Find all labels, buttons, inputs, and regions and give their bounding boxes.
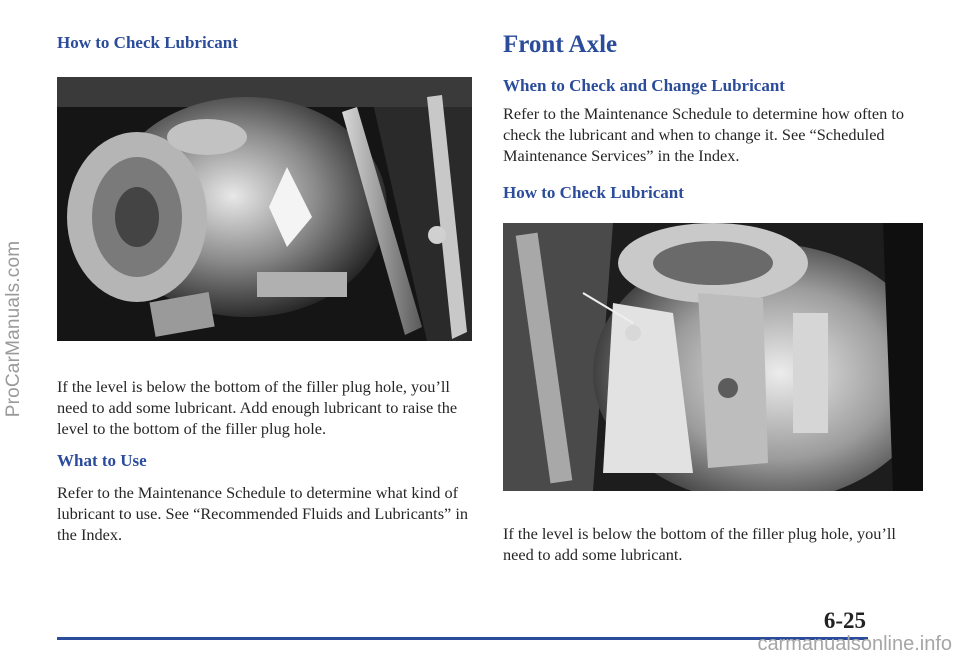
footer-rule-line	[57, 637, 868, 640]
differential-photo-image	[57, 77, 472, 341]
when-to-check-heading: When to Check and Change Lubricant	[503, 76, 785, 95]
right-how-to-check-heading: How to Check Lubricant	[503, 183, 684, 202]
left-section-heading: How to Check Lubricant	[57, 33, 238, 52]
left-paragraph-filler-plug: If the level is below the bottom of the filler plug hole, you’ll need to add some lubricant. Add enough lubricant to raise the level to the bottom of the filler plug hole.	[57, 377, 458, 438]
what-to-use-heading: What to Use	[57, 451, 147, 470]
front-axle-photo-image	[503, 223, 923, 491]
front-axle-title: Front Axle	[503, 31, 618, 58]
bottom-watermark: carmanualsonline.info	[757, 633, 952, 655]
left-paragraph-what-to-use: Refer to the Maintenance Schedule to determine what kind of lubricant to use. See “Recommended Fluids and Lubricants” in the Index.	[57, 483, 468, 544]
side-watermark-text: ProCarManuals.com	[3, 240, 24, 418]
footer-rule	[57, 637, 868, 641]
differential-photo	[57, 77, 472, 341]
front-axle-photo	[503, 223, 923, 491]
side-watermark	[3, 0, 25, 658]
right-paragraph-schedule: Refer to the Maintenance Schedule to determine how often to check the lubricant and when to change it. See “Scheduled Maintenance Services” in the Index.	[503, 104, 905, 165]
page-number: 6-25	[823, 608, 866, 633]
right-paragraph-filler-plug: If the level is below the bottom of the filler plug hole, you’ll need to add some lubricant.	[503, 524, 896, 564]
